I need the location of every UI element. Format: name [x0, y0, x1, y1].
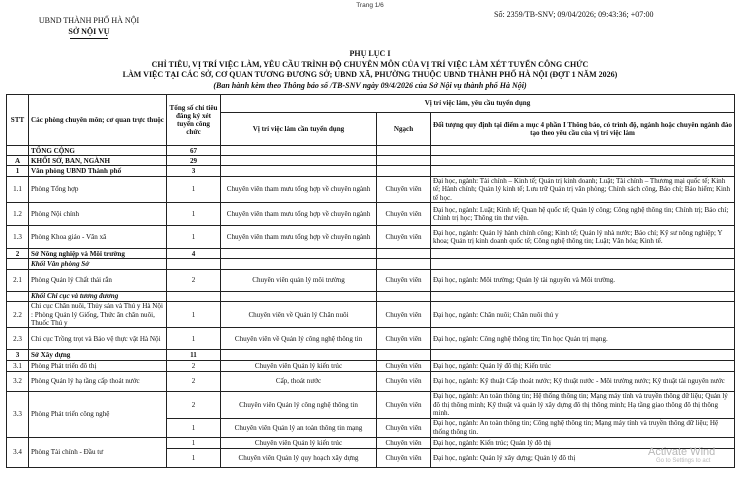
heading-line-3: (Ban hành kèm theo Thông báo số /TB-SNV ngày 09/4/2026 của Sở Nội vụ thành phố Hà Nội): [213, 80, 527, 90]
row-position: [221, 166, 377, 176]
row-unit: Phòng Quản lý hạ tầng cấp thoát nước: [29, 371, 167, 391]
row-unit: Phòng Nội chính: [29, 203, 167, 226]
table-row: [7, 269, 735, 291]
subgroup-row: [7, 259, 735, 269]
row-unit: Phòng Tổng hợp: [29, 176, 167, 203]
row-unit: Chi cục Trồng trọt và Bảo vệ thực vật Hà Nội: [29, 328, 167, 350]
row-rank: [377, 156, 431, 166]
row-position: [221, 291, 377, 301]
row-unit: Khối Chi cục và tương đương: [29, 291, 167, 301]
row-rank: [377, 146, 431, 156]
row-requirement: Đại học, ngành: An toàn thông tin; Công nghệ thông tin; Mạng máy tính và truyền thông dữ liệu; Hệ thống thông tin.: [431, 418, 735, 437]
row-unit: Phòng Phát triển đô thị: [29, 360, 167, 371]
activation-watermark: [648, 446, 715, 464]
row-stt: [7, 259, 29, 269]
row-total: 2: [167, 269, 221, 291]
row-unit: Chi cục Chăn nuôi, Thủy sản và Thú y Hà Nội : Phòng Quản lý Giống, Thức ăn chăn nuôi, Thuốc Thú y: [29, 301, 167, 328]
row-stt: 1.2: [7, 203, 29, 226]
row-position: Chuyên viên tham mưu tổng hợp về chuyên ngành: [221, 203, 377, 226]
row-requirement: Đại học, ngành: Công nghệ thông tin; Tin học Quản trị mạng.: [431, 328, 735, 350]
col-requirement: Đối tượng quy định tại điểm a mục 4 phần I Thông báo, có trình độ, ngành hoặc chuyên ngành đào tạo theo yêu cầu của vị trí việc làm: [431, 113, 735, 146]
table-body: [7, 146, 735, 468]
row-unit: Sở Nông nghiệp và Môi trường: [29, 249, 167, 259]
row-total: 1: [167, 176, 221, 203]
row-unit: Phòng Phát triển công nghệ: [29, 391, 167, 437]
table-header: [7, 95, 735, 146]
table-row: [7, 301, 735, 328]
row-requirement: [431, 291, 735, 301]
row-rank: [377, 291, 431, 301]
row-unit: Sở Xây dựng: [29, 350, 167, 360]
row-stt: 2.1: [7, 269, 29, 291]
row-total: [167, 291, 221, 301]
row-position: Chuyên viên Quản lý kiến trúc: [221, 360, 377, 371]
row-requirement: [431, 259, 735, 269]
row-total: 67: [167, 146, 221, 156]
row-rank: Chuyên viên: [377, 176, 431, 203]
row-rank: Chuyên viên: [377, 301, 431, 328]
col-total: Tổng số chỉ tiêu đăng ký xét tuyển công chức: [167, 95, 221, 146]
row-unit: TỔNG CỘNG: [29, 146, 167, 156]
row-requirement: Đại học, ngành: Kiến trúc; Quản lý đô thị: [431, 437, 735, 448]
issuing-organization: [34, 15, 144, 39]
col-unit: Các phòng chuyên môn; cơ quan trực thuộc: [29, 95, 167, 146]
org-underline: [70, 38, 108, 39]
row-rank: Chuyên viên: [377, 418, 431, 437]
row-rank: [377, 166, 431, 176]
table-row: [7, 156, 735, 166]
watermark-line-1: Activate Wind: [648, 446, 716, 458]
row-requirement: [431, 350, 735, 360]
table-row: [7, 203, 735, 226]
row-position: Chuyên viên Quản lý kiến trúc: [221, 437, 377, 448]
row-total: 1: [167, 437, 221, 448]
table-row: [7, 350, 735, 360]
row-position: [221, 156, 377, 166]
row-requirement: [431, 166, 735, 176]
col-position: Vị trí việc làm cần tuyển dụng: [221, 113, 377, 146]
recruitment-table: [6, 94, 735, 468]
org-city: UBND THÀNH PHỐ HÀ NỘI: [38, 16, 140, 25]
row-total: 2: [167, 391, 221, 418]
row-stt: 3.3: [7, 391, 29, 437]
table-row: [7, 226, 735, 249]
row-requirement: Đại học, ngành: Tài chính – Kinh tế; Quản trị kinh doanh; Luật; Tài chính – Thương mại quốc tế; Kinh tế; Hành chính; Quản lý kinh tế; Lưu trữ Quản trị văn phòng; Chính sách công, Báo chí; Bảo hiểm; Kinh tế học.: [431, 176, 735, 203]
row-rank: [377, 259, 431, 269]
row-requirement: Đại học, ngành: An toàn thông tin; Hệ thống thông tin; Mạng máy tính và truyền thông dữ liệu; Quản lý đô thị thông minh; Kỹ thuật và quản lý xây dựng đô thị thông minh; Hạ tầng giao thông đô thị thông minh.: [431, 391, 735, 418]
row-position: Chuyên viên về Quản lý Chăn nuôi: [221, 301, 377, 328]
row-requirement: Đại học, ngành: Kỹ thuật Cấp thoát nước; Kỹ thuật nước - Môi trường nước; Kỹ thuật tài nguyên nước: [431, 371, 735, 391]
row-position: Chuyên viên Quản lý công nghệ thông tin: [221, 391, 377, 418]
row-total: 1: [167, 226, 221, 249]
row-total: 1: [167, 418, 221, 437]
col-group: Vị trí việc làm, yêu cầu tuyển dụng: [221, 95, 735, 113]
row-total: [167, 259, 221, 269]
row-total: 1: [167, 301, 221, 328]
row-position: Chuyên viên Quản lý quy hoạch xây dựng: [221, 448, 377, 467]
row-position: Chuyên viên quản lý môi trường: [221, 269, 377, 291]
row-requirement: Đại học, ngành: Luật; Kinh tế; Quan hệ quốc tế; Quản lý công; Công nghệ thông tin; Chính trị; Báo chí; Chính trị học; Thông tin thư viện.: [431, 203, 735, 226]
row-rank: Chuyên viên: [377, 226, 431, 249]
table-row: [7, 176, 735, 203]
row-stt: [7, 291, 29, 301]
row-rank: Chuyên viên: [377, 391, 431, 418]
row-position: [221, 249, 377, 259]
row-rank: Chuyên viên: [377, 360, 431, 371]
table-row: [7, 146, 735, 156]
row-position: Cấp, thoát nước: [221, 371, 377, 391]
row-position: [221, 146, 377, 156]
document-heading: [0, 49, 740, 91]
row-rank: Chuyên viên: [377, 448, 431, 467]
appendix-title: PHỤ LỤC I: [349, 49, 391, 58]
row-stt: 2: [7, 249, 29, 259]
row-total: 29: [167, 156, 221, 166]
row-total: 3: [167, 166, 221, 176]
row-rank: Chuyên viên: [377, 203, 431, 226]
row-requirement: Đại học, ngành: Quản lý xây dựng; Quản lý đô thị: [431, 448, 735, 467]
table-row: [7, 249, 735, 259]
row-rank: Chuyên viên: [377, 437, 431, 448]
row-rank: Chuyên viên: [377, 269, 431, 291]
table-row: [7, 328, 735, 350]
row-position: [221, 259, 377, 269]
table-row: [7, 437, 735, 448]
row-unit: Văn phòng UBND Thành phố: [29, 166, 167, 176]
row-stt: 3.1: [7, 360, 29, 371]
row-total: 2: [167, 360, 221, 371]
org-department: SỞ NỘI VỤ: [68, 27, 110, 36]
row-stt: 1.1: [7, 176, 29, 203]
row-rank: [377, 350, 431, 360]
row-total: 1: [167, 328, 221, 350]
row-stt: A: [7, 156, 29, 166]
row-unit: Phòng Tài chính - Đầu tư: [29, 437, 167, 467]
row-unit: Phòng Quản lý Chất thải rắn: [29, 269, 167, 291]
row-total: 1: [167, 203, 221, 226]
page-number-label: Trang 1/6: [356, 2, 384, 9]
row-total: 2: [167, 371, 221, 391]
row-stt: 1: [7, 166, 29, 176]
row-position: Chuyên viên về Quản lý công nghệ thông tin: [221, 328, 377, 350]
document-number: Số: 2359/TB-SNV; 09/04/2026; 09:43:36; +07:00: [494, 10, 654, 19]
table-row: [7, 166, 735, 176]
row-requirement: Đại học, ngành: Quản lý hành chính công; Kinh tế; Quản lý nhà nước; Báo chí; Kỹ sư nông nghiệp; Y khoa; Quản trị kinh doanh quốc tế; Công nghệ thông tin; Luật; Văn hóa; Kinh tế.: [431, 226, 735, 249]
row-requirement: [431, 146, 735, 156]
row-requirement: Đại học, ngành: Chăn nuôi; Chăn nuôi thú y: [431, 301, 735, 328]
row-position: Chuyên viên tham mưu tổng hợp về chuyên ngành: [221, 176, 377, 203]
table-row: [7, 391, 735, 418]
row-rank: Chuyên viên: [377, 328, 431, 350]
row-stt: 2.2: [7, 301, 29, 328]
heading-line-2: LÀM VIỆC TẠI CÁC SỞ, CƠ QUAN TƯƠNG ĐƯƠNG SỞ; UBND XÃ, PHƯỜNG THUỘC UBND THÀNH PHỐ HÀ NỘI (ĐỢT 1 NĂM 2026): [122, 70, 618, 79]
table-row: [7, 360, 735, 371]
row-unit: Khối Văn phòng Sở: [29, 259, 167, 269]
table-row: [7, 371, 735, 391]
col-rank: Ngạch: [377, 113, 431, 146]
subgroup-row: [7, 291, 735, 301]
row-rank: Chuyên viên: [377, 371, 431, 391]
row-position: [221, 350, 377, 360]
row-unit: Phòng Khoa giáo - Văn xã: [29, 226, 167, 249]
row-total: 1: [167, 448, 221, 467]
row-stt: 3.4: [7, 437, 29, 467]
heading-line-1: CHỈ TIÊU, VỊ TRÍ VIỆC LÀM, YÊU CẦU TRÌNH ĐỘ CHUYÊN MÔN CỦA VỊ TRÍ VIỆC LÀM XÉT TUYỂN CÔNG CHỨC: [151, 59, 589, 69]
row-stt: 3.2: [7, 371, 29, 391]
col-stt: STT: [7, 95, 29, 146]
row-requirement: Đại học, ngành: Quản lý đô thị; Kiến trúc: [431, 360, 735, 371]
row-stt: [7, 146, 29, 156]
row-unit: KHỐI SỞ, BAN, NGÀNH: [29, 156, 167, 166]
row-total: 11: [167, 350, 221, 360]
row-position: Chuyên viên tham mưu tổng hợp về chuyên ngành: [221, 226, 377, 249]
row-stt: 3: [7, 350, 29, 360]
row-requirement: Đại học, ngành: Môi trường; Quản lý tài nguyên và Môi trường.: [431, 269, 735, 291]
watermark-line-2: Go to Settings to act: [656, 458, 711, 464]
row-rank: [377, 249, 431, 259]
row-position: Chuyên viên Quản lý an toàn thông tin mạng: [221, 418, 377, 437]
row-requirement: [431, 249, 735, 259]
row-stt: 2.3: [7, 328, 29, 350]
row-requirement: [431, 156, 735, 166]
row-total: 4: [167, 249, 221, 259]
row-stt: 1.3: [7, 226, 29, 249]
